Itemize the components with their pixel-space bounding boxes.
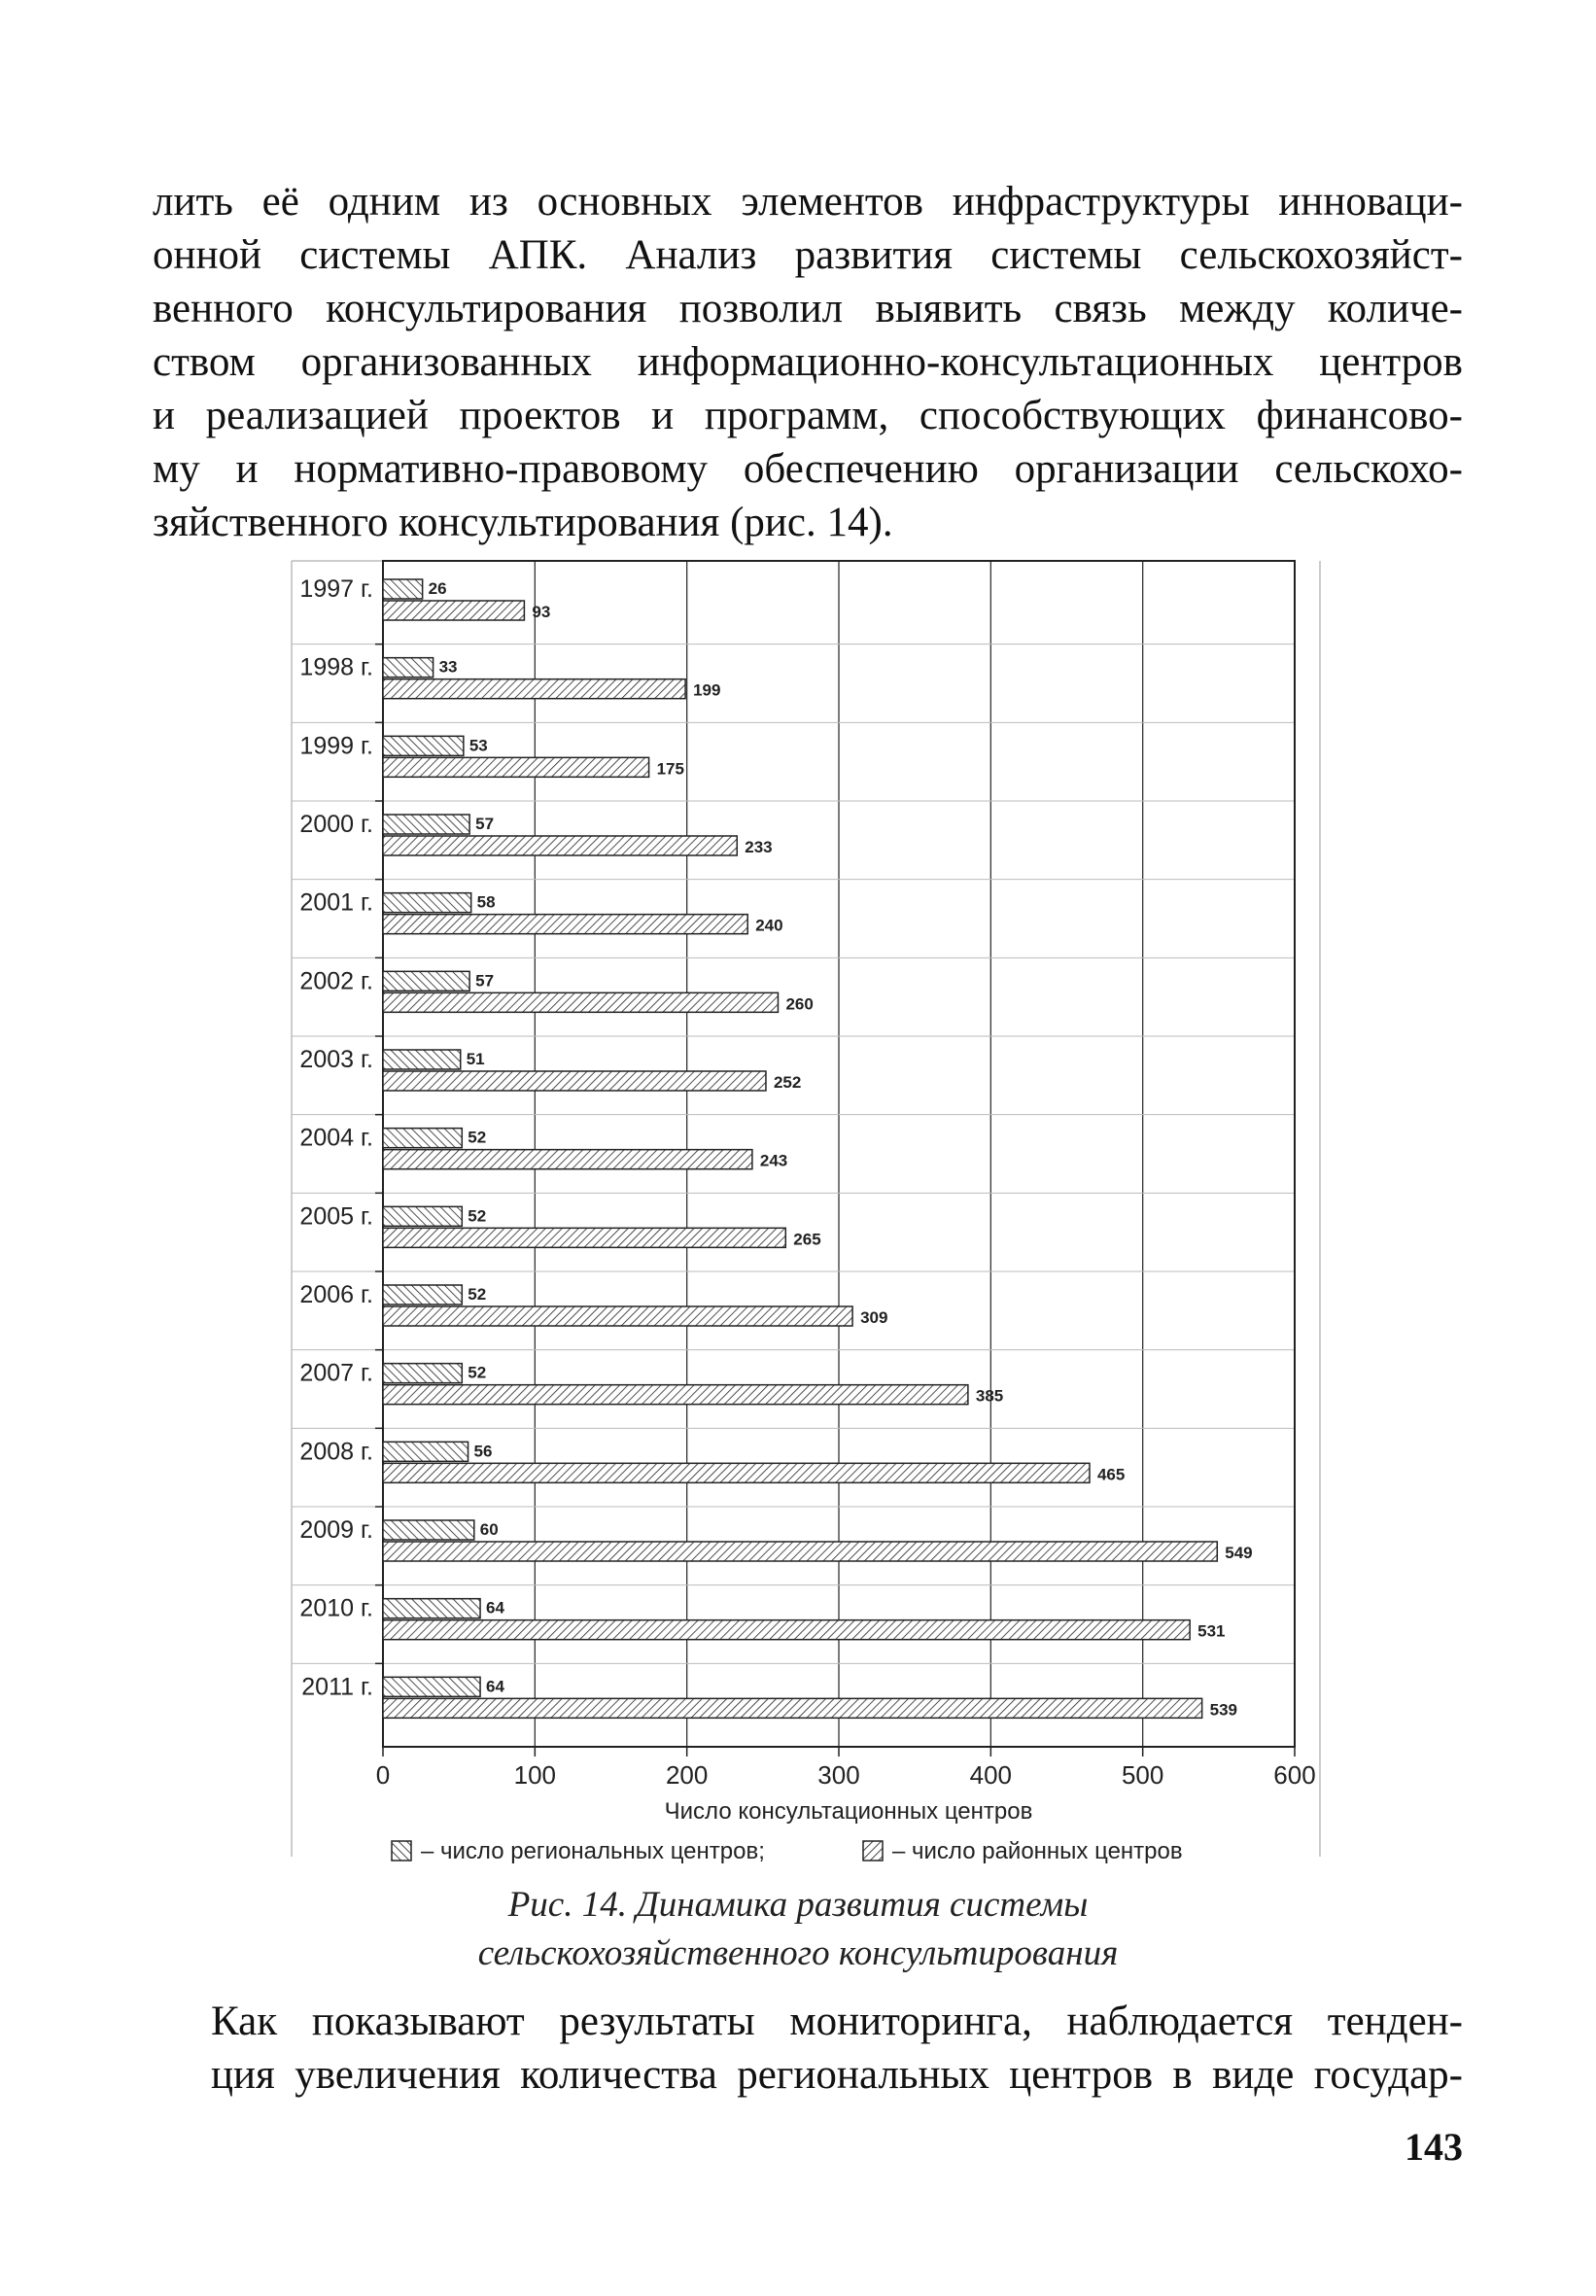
bar-district [383, 1228, 785, 1247]
bar-district [383, 1620, 1190, 1640]
y-category-label: 2009 г. [299, 1516, 373, 1544]
bar-district [383, 836, 737, 855]
bar-district [383, 1071, 766, 1091]
y-category-label: 2010 г. [299, 1594, 373, 1622]
figure-caption-line1: Рис. 14. Динамика развития системы [507, 1885, 1089, 1925]
bar-regional [383, 1206, 462, 1226]
paragraph-top-line: лить её одним из основных элементов инфраструктуры инноваци- [153, 179, 1463, 225]
data-label-district: 539 [1209, 1700, 1238, 1720]
data-label-district: 385 [975, 1386, 1004, 1406]
bar-district [383, 1463, 1090, 1482]
bar-regional [383, 579, 423, 599]
bar-regional [383, 1285, 462, 1305]
data-label-district: 265 [793, 1230, 821, 1249]
paragraph-top-line: и реализацией проектов и программ, способствующих финансово- [153, 393, 1463, 438]
data-label-regional: 58 [476, 892, 496, 912]
data-label-regional: 52 [468, 1206, 487, 1226]
bar-regional [383, 1677, 480, 1696]
bar-regional [383, 815, 469, 834]
legend-swatch-regional [392, 1841, 411, 1861]
y-category-label: 2011 г. [301, 1673, 373, 1701]
paragraph-top-line: му и нормативно-правовому обеспечению организации сельскохо- [153, 446, 1463, 492]
bar-regional [383, 1520, 474, 1540]
data-label-regional: 56 [473, 1442, 493, 1461]
data-label-district: 240 [755, 916, 783, 935]
paragraph-top-line: ством организованных информационно-консультационных центров [153, 339, 1463, 385]
x-tick-label: 300 [817, 1760, 860, 1790]
data-label-regional: 52 [468, 1128, 487, 1147]
bar-district [383, 1698, 1202, 1718]
y-category-label: 2007 г. [299, 1359, 373, 1387]
data-label-district: 93 [532, 603, 551, 621]
data-label-district: 199 [693, 680, 721, 700]
legend-label-regional: – число региональных центров; [421, 1838, 765, 1864]
data-label-regional: 52 [468, 1363, 487, 1382]
bar-regional [383, 736, 464, 755]
bar-district [383, 679, 685, 699]
bar-regional [383, 893, 471, 913]
data-label-district: 175 [656, 759, 684, 779]
x-tick-label: 400 [969, 1760, 1013, 1790]
bar-regional [383, 1442, 468, 1461]
data-label-district: 252 [773, 1073, 802, 1092]
paragraph-top-line: венного консультирования позволил выявить связь между количе- [153, 286, 1463, 331]
paragraph-bottom-line: ция увеличения количества региональных центров в виде государ- [211, 2052, 1463, 2098]
bar-district [383, 915, 747, 934]
data-label-district: 243 [759, 1151, 788, 1170]
page-number: 143 [1405, 2125, 1463, 2169]
y-category-label: 2003 г. [299, 1046, 373, 1073]
y-category-label: 2004 г. [299, 1124, 373, 1152]
bar-district [383, 1385, 968, 1405]
paragraph-bottom-line: Как показывают результаты мониторинга, наблюдается тенден- [211, 1999, 1463, 2044]
bar-district [383, 992, 778, 1012]
data-label-district: 531 [1197, 1621, 1226, 1641]
bar-regional [383, 1129, 462, 1148]
y-category-label: 1997 г. [299, 575, 373, 603]
data-label-regional: 53 [468, 736, 488, 755]
x-tick-label: 600 [1273, 1760, 1316, 1790]
paragraph-bottom [153, 1995, 1463, 2102]
bar-regional [383, 971, 469, 991]
x-tick-label: 100 [513, 1760, 557, 1790]
bar-district [383, 1542, 1217, 1561]
paragraph-top-line: онной системы АПК. Анализ развития системы сельскохозяйст- [153, 232, 1463, 278]
bar-district [383, 757, 649, 777]
bar-district [383, 601, 524, 620]
bar-regional [383, 1599, 480, 1618]
data-label-regional: 57 [475, 971, 495, 991]
x-tick-label: 0 [375, 1760, 391, 1790]
y-category-label: 1999 г. [299, 732, 373, 760]
x-axis-title: Число консультационных центров [664, 1798, 1033, 1825]
bar-regional [383, 1050, 461, 1069]
data-label-regional: 52 [468, 1285, 487, 1304]
bar-regional [383, 658, 434, 678]
y-category-label: 2006 г. [299, 1281, 373, 1308]
data-label-regional: 64 [486, 1677, 504, 1696]
legend-swatch-district [863, 1841, 883, 1861]
y-category-label: 2005 г. [299, 1202, 373, 1231]
data-label-district: 260 [785, 994, 814, 1014]
y-category-label: 2002 г. [299, 967, 373, 995]
data-label-regional: 51 [466, 1050, 485, 1068]
y-category-label: 2001 г. [299, 888, 373, 917]
x-tick-label: 500 [1121, 1760, 1164, 1790]
bar-regional [383, 1364, 462, 1383]
figure-caption-line2: сельскохозяйственного консультирования [477, 1933, 1119, 1973]
data-label-district: 309 [860, 1308, 888, 1327]
y-category-label: 1998 г. [299, 653, 373, 681]
x-tick-label: 200 [665, 1760, 709, 1790]
data-label-regional: 60 [479, 1520, 499, 1539]
data-label-district: 233 [745, 838, 773, 856]
data-label-regional: 64 [486, 1598, 504, 1618]
paragraph-top-line: зяйственного консультирования (рис. 14). [153, 500, 893, 545]
data-label-district: 549 [1225, 1544, 1253, 1562]
legend-label-district: – число районных центров [892, 1838, 1183, 1864]
data-label-regional: 33 [438, 657, 458, 677]
data-label-district: 465 [1096, 1465, 1126, 1484]
bar-district [383, 1306, 852, 1326]
y-category-label: 2008 г. [299, 1438, 373, 1466]
data-label-regional: 26 [428, 579, 447, 598]
y-category-label: 2000 г. [299, 811, 373, 838]
bar-district [383, 1150, 752, 1169]
data-label-regional: 57 [475, 815, 495, 833]
